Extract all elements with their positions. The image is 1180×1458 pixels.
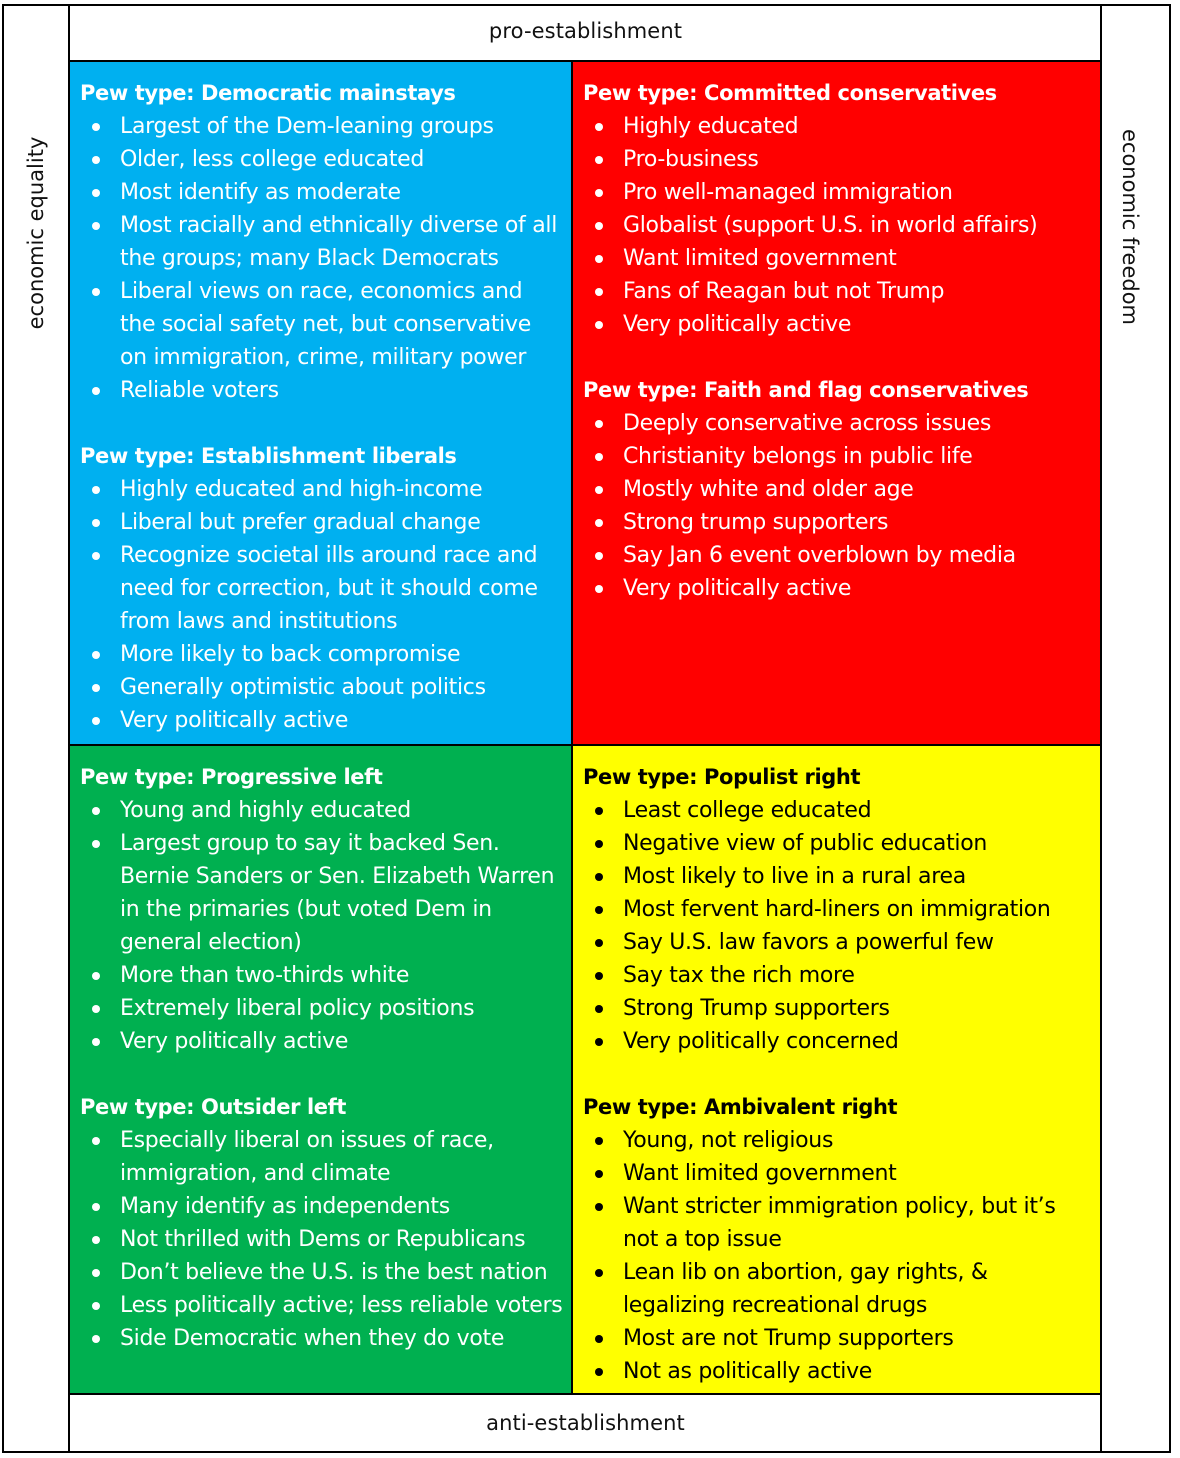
bullet-list [80,110,563,407]
pew-type-group [583,374,1091,605]
bullet-item: Liberal but prefer gradual change [80,506,563,539]
bullet-list [583,110,1091,341]
bullet-list [80,1124,563,1355]
pew-type-group [80,440,563,737]
axis-label-bottom: anti-establishment [486,1411,685,1435]
divider-bottom [68,1393,1102,1395]
bullet-item: Globalist (support U.S. in world affairs) [583,209,1091,242]
bullet-item: Very politically active [80,704,563,737]
bullet-list [80,794,563,1058]
pew-type-group [80,1091,563,1355]
bullet-item: Least college educated [583,794,1091,827]
axis-label-right: economic freedom [1118,128,1142,326]
bullet-item: Deeply conservative across issues [583,407,1091,440]
axis-label-left: economic equality [24,136,48,330]
pew-type-group [80,77,563,407]
quadrant-bottom-right [573,745,1101,1394]
bullet-item: Generally optimistic about politics [80,671,563,704]
bullet-item: Highly educated [583,110,1091,143]
group-title: Pew type: Outsider left [80,1095,346,1119]
bullet-list [80,473,563,737]
bullet-list [583,794,1091,1058]
bullet-item: Most fervent hard-liners on immigration [583,893,1091,926]
bullet-item: Want limited government [583,242,1091,275]
bullet-item: Strong trump supporters [583,506,1091,539]
bullet-item: Reliable voters [80,374,563,407]
pew-type-group [80,761,563,1058]
bullet-item: Largest group to say it backed Sen. Bernie Sanders or Sen. Elizabeth Warren in the primaries (but voted Dem in general election) [80,827,563,959]
bullet-item: Less politically active; less reliable voters [80,1289,563,1322]
quadrant-top-left [70,61,573,745]
group-title: Pew type: Democratic mainstays [80,81,456,105]
bullet-item: Recognize societal ills around race and need for correction, but it should come from laws and institutions [80,539,563,638]
bullet-item: Very politically active [80,1025,563,1058]
group-title: Pew type: Progressive left [80,765,383,789]
axis-label-top: pro-establishment [488,19,683,43]
group-title: Pew type: Committed conservatives [583,81,997,105]
bullet-item: Don’t believe the U.S. is the best nation [80,1256,563,1289]
bullet-item: Pro well-managed immigration [583,176,1091,209]
bullet-item: Very politically active [583,308,1091,341]
bullet-item: Extremely liberal policy positions [80,992,563,1025]
bullet-item: Most identify as moderate [80,176,563,209]
bullet-item: Not thrilled with Dems or Republicans [80,1223,563,1256]
group-title: Pew type: Establishment liberals [80,444,457,468]
pew-type-group [583,761,1091,1058]
bullet-item: More than two-thirds white [80,959,563,992]
quadrant-top-right [573,61,1101,745]
bullet-item: Young and highly educated [80,794,563,827]
bullet-item: Want limited government [583,1157,1091,1190]
bullet-item: Liberal views on race, economics and the social safety net, but conservative on immigration, crime, military power [80,275,563,374]
group-title: Pew type: Ambivalent right [583,1095,898,1119]
bullet-item: Pro-business [583,143,1091,176]
bullet-item: Largest of the Dem-leaning groups [80,110,563,143]
bullet-item: Strong Trump supporters [583,992,1091,1025]
bullet-item: Say U.S. law favors a powerful few [583,926,1091,959]
divider-center-horizontal [68,744,1102,746]
bullet-item: Most likely to live in a rural area [583,860,1091,893]
bullet-item: Say tax the rich more [583,959,1091,992]
bullet-item: More likely to back compromise [80,638,563,671]
bullet-item: Christianity belongs in public life [583,440,1091,473]
bullet-list [583,1124,1091,1388]
bullet-item: Highly educated and high-income [80,473,563,506]
bullet-item: Many identify as independents [80,1190,563,1223]
bullet-item: Older, less college educated [80,143,563,176]
bullet-item: Side Democratic when they do vote [80,1322,563,1355]
bullet-item: Very politically active [583,572,1091,605]
bullet-item: Young, not religious [583,1124,1091,1157]
bullet-item: Fans of Reagan but not Trump [583,275,1091,308]
bullet-item: Most are not Trump supporters [583,1322,1091,1355]
bullet-item: Lean lib on abortion, gay rights, & legalizing recreational drugs [583,1256,1091,1322]
quadrant-bottom-left [70,745,573,1394]
bullet-item: Not as politically active [583,1355,1091,1388]
divider-left [68,4,70,1453]
group-title: Pew type: Faith and flag conservatives [583,378,1029,402]
bullet-item: Negative view of public education [583,827,1091,860]
divider-center-vertical [571,61,573,1395]
bullet-item: Very politically concerned [583,1025,1091,1058]
group-title: Pew type: Populist right [583,765,861,789]
pew-type-group [583,1091,1091,1388]
bullet-item: Say Jan 6 event overblown by media [583,539,1091,572]
bullet-item: Mostly white and older age [583,473,1091,506]
pew-type-group [583,77,1091,341]
divider-right [1100,4,1102,1453]
bullet-list [583,407,1091,605]
bullet-item: Want stricter immigration policy, but it’s not a top issue [583,1190,1091,1256]
divider-top [68,60,1102,62]
bullet-item: Most racially and ethnically diverse of all the groups; many Black Democrats [80,209,563,275]
bullet-item: Especially liberal on issues of race, immigration, and climate [80,1124,563,1190]
